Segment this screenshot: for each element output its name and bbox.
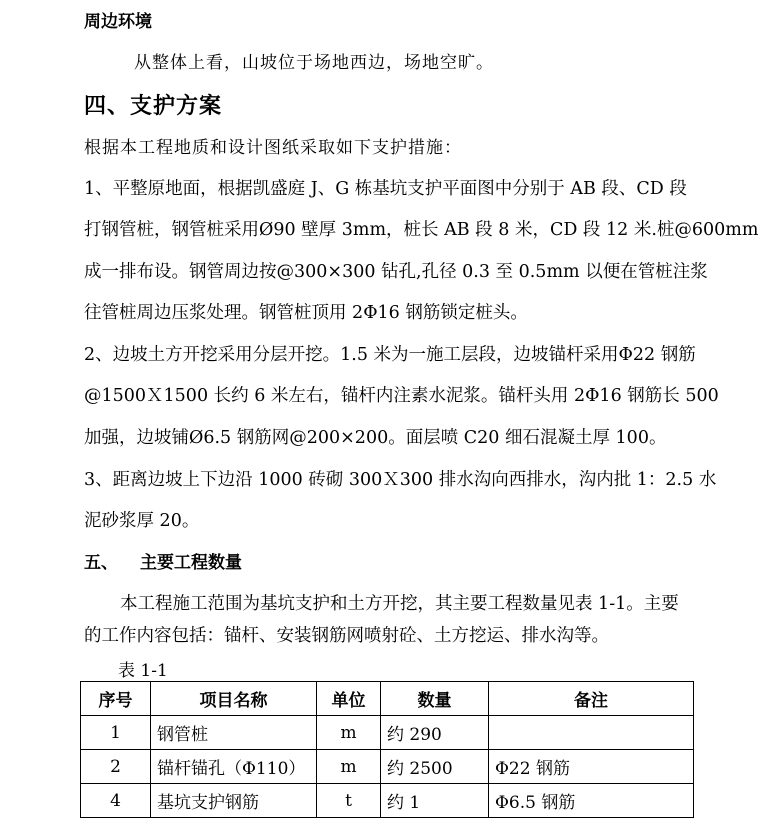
- table-cell: 锚杆锚孔（Φ110）: [151, 750, 317, 784]
- table-cell: 约 2500: [381, 750, 489, 784]
- header-cell: 项目名称: [151, 682, 317, 716]
- body-line: 泥砂浆厚 20。: [84, 511, 200, 531]
- header-cell: 数量: [381, 682, 489, 716]
- table-cell: 约 1: [381, 784, 489, 818]
- header-cell: 备注: [489, 682, 694, 716]
- table-cell: [489, 716, 694, 750]
- table-cell: 约 290: [381, 716, 489, 750]
- quantity-table: [80, 681, 694, 818]
- body-line: @1500Ｘ1500 长约 6 米左右，锚杆内注素水泥浆。锚杆头用 2Φ16 钢筋长 500: [84, 386, 719, 406]
- body-line: 成一排布设。钢管周边按@300×300 钻孔,孔径 0.3 至 0.5mm 以便在管桩注浆: [84, 262, 708, 282]
- table-cell: 2: [81, 750, 151, 784]
- table-cell: m: [317, 750, 381, 784]
- table-row: [81, 716, 694, 750]
- body-line: 往管桩周边压浆处理。钢管桩顶用 2Φ16 钢筋锁定桩头。: [84, 303, 528, 323]
- table-cell: Φ22 钢筋: [489, 750, 694, 784]
- header-cell: 单位: [317, 682, 381, 716]
- table-header-row: [81, 682, 694, 716]
- paragraph-5-line: 本工程施工范围为基坑支护和土方开挖，其主要工程数量见表 1-1。主要: [120, 594, 679, 614]
- table-cell: t: [317, 784, 381, 818]
- body-line: 2、边坡土方开挖采用分层开挖。1.5 米为一施工层段，边坡锚杆采用Φ22 钢筋: [84, 345, 696, 365]
- table-cell: 1: [81, 716, 151, 750]
- section-5-heading: [84, 548, 242, 573]
- surroundings-heading: 周边环境: [84, 12, 152, 32]
- table-cell: 钢管桩: [151, 716, 317, 750]
- table-caption: 表 1-1: [118, 661, 168, 681]
- body-line: 1、平整原地面，根据凯盛庭 J、G 栋基坑支护平面图中分别于 AB 段、CD 段: [84, 179, 687, 199]
- table-cell: Φ6.5 钢筋: [489, 784, 694, 818]
- table-cell: 4: [81, 784, 151, 818]
- surroundings-text: 从整体上看，山坡位于场地西边，场地空旷。: [134, 53, 494, 73]
- section-5-number: 五、: [84, 553, 118, 573]
- section-5-title: 主要工程数量: [140, 553, 242, 573]
- header-cell: 序号: [81, 682, 151, 716]
- table-row: [81, 750, 694, 784]
- table-cell: 基坑支护钢筋: [151, 784, 317, 818]
- body-line: 加强，边坡铺Ø6.5 钢筋网@200×200。面层喷 C20 细石混凝土厚 100。: [84, 428, 667, 448]
- body-line: 打钢管桩，钢管桩采用Ø90 壁厚 3mm，桩长 AB 段 8 米，CD 段 12 米.桩@600mm: [84, 220, 759, 240]
- section-4-title: 四、支护方案: [84, 93, 223, 119]
- paragraph-5-line: 的工作内容包括：锚杆、安装钢筋网喷射砼、土方挖运、排水沟等。: [84, 626, 609, 646]
- body-line: 3、距离边坡上下边沿 1000 砖砌 300Ｘ300 排水沟向西排水，沟内批 1：2.5 水: [84, 470, 717, 490]
- table-cell: m: [317, 716, 381, 750]
- section-4-intro: 根据本工程地质和设计图纸采取如下支护措施：: [84, 138, 462, 158]
- table-row: [81, 784, 694, 818]
